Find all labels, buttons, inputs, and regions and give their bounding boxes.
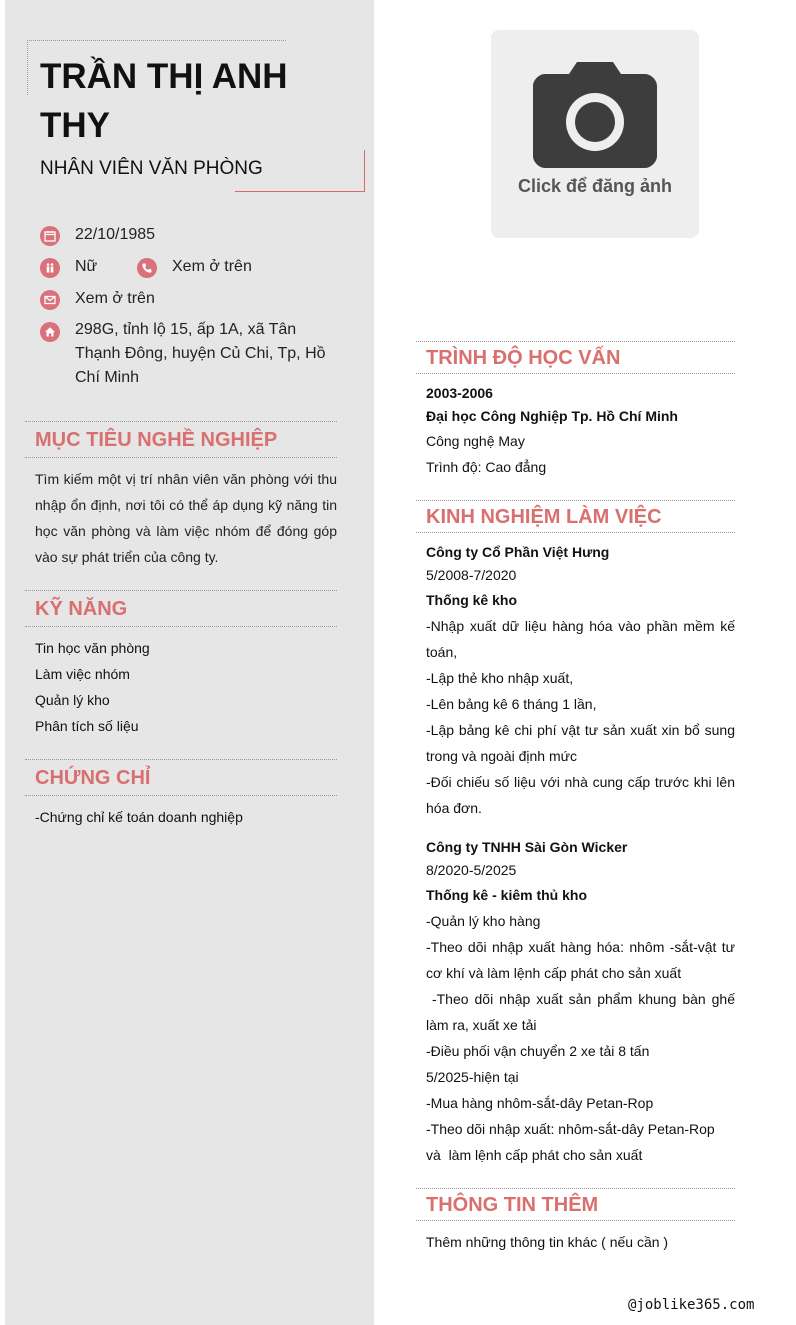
address-row xyxy=(40,322,340,390)
job-detail[interactable]: 5/2025-hiện tại xyxy=(426,1069,519,1085)
objective-title[interactable]: MỤC TIÊU NGHỀ NGHIỆP xyxy=(35,429,278,451)
experience-job-2 xyxy=(426,836,739,1168)
additional-title[interactable]: THÔNG TIN THÊM xyxy=(426,1194,599,1216)
job-company[interactable]: Công ty Cổ Phần Việt Hưng xyxy=(426,544,610,560)
skills-rule-top xyxy=(25,590,337,591)
camera-icon xyxy=(533,60,657,168)
email-value[interactable]: Xem ở trên xyxy=(75,290,155,307)
email-row xyxy=(40,290,155,310)
certificate-item[interactable]: -Chứng chỉ kế toán doanh nghiệp xyxy=(35,809,243,825)
footer-watermark: @joblike365.com xyxy=(628,1297,755,1313)
education-title[interactable]: TRÌNH ĐỘ HỌC VẤN xyxy=(426,347,621,369)
job-detail[interactable]: -Lên bảng kê 6 tháng 1 lần, xyxy=(426,696,597,712)
birthday-value[interactable]: 22/10/1985 xyxy=(75,226,156,243)
phone-value[interactable]: Xem ở trên xyxy=(172,258,252,275)
experience-rule-top xyxy=(416,500,735,501)
education-major[interactable]: Công nghệ May xyxy=(426,433,525,449)
certificates-rule-bottom xyxy=(25,795,337,796)
education-period[interactable]: 2003-2006 xyxy=(426,385,493,401)
certificates-title[interactable]: CHỨNG CHỈ xyxy=(35,767,151,789)
additional-text[interactable]: Thêm những thông tin khác ( nếu cần ) xyxy=(426,1234,669,1250)
additional-rule-bottom xyxy=(416,1220,735,1221)
birthday-row xyxy=(40,226,155,246)
job-detail[interactable]: -Điều phối vận chuyển 2 xe tải 8 tấn xyxy=(426,1043,650,1059)
experience-title[interactable]: KINH NGHIỆM LÀM VIỆC xyxy=(426,506,662,528)
education-school[interactable]: Đại học Công Nghiệp Tp. Hồ Chí Minh xyxy=(426,408,678,424)
additional-rule-top xyxy=(416,1188,735,1189)
email-icon xyxy=(40,290,60,310)
skill-item[interactable]: Quản lý kho xyxy=(35,692,110,708)
experience-job-1 xyxy=(426,541,735,821)
photo-upload[interactable] xyxy=(491,30,699,238)
phone-icon xyxy=(137,258,157,278)
education-rule-top xyxy=(416,341,735,342)
job-role[interactable]: Thống kê - kiêm thủ kho xyxy=(426,887,588,903)
job-detail[interactable]: và làm lệnh cấp phát cho sản xuất xyxy=(426,1147,643,1163)
title-side-line xyxy=(364,150,365,192)
job-detail[interactable]: -Quản lý kho hàng xyxy=(426,913,541,929)
job-title[interactable]: NHÂN VIÊN VĂN PHÒNG xyxy=(40,158,263,179)
skills-list xyxy=(35,635,337,739)
certificates-rule-top xyxy=(25,759,337,760)
gender-icon xyxy=(40,258,60,278)
job-role[interactable]: Thống kê kho xyxy=(426,592,517,608)
job-detail[interactable]: -Lập bảng kê chi phí vật tư sản xuất xin bổ sung trong và ngoài định mức xyxy=(426,722,735,764)
certificates-list xyxy=(35,804,337,830)
job-company[interactable]: Công ty TNHH Sài Gòn Wicker xyxy=(426,839,628,855)
experience-rule-bottom xyxy=(416,532,735,533)
calendar-icon xyxy=(40,226,60,246)
objective-text[interactable]: Tìm kiếm một vị trí nhân viên văn phòng với thu nhập ổn định, nơi tôi có thể áp dụng kỹ năng tin học văn phòng và làm việc nhóm để đóng góp vào sự phát triển của công ty. xyxy=(35,471,337,565)
job-detail[interactable]: -Mua hàng nhôm-sắt-dây Petan-Rop xyxy=(426,1095,654,1111)
job-detail[interactable]: -Nhập xuất dữ liệu hàng hóa vào phần mềm kế toán, xyxy=(426,618,735,660)
skill-item[interactable]: Làm việc nhóm xyxy=(35,666,130,682)
education-rule-bottom xyxy=(416,373,735,374)
address-value[interactable]: 298G, tỉnh lộ 15, ấp 1A, xã Tân Thạnh Đông, huyện Củ Chi, Tp, Hồ Chí Minh xyxy=(75,321,326,386)
job-period[interactable]: 5/2008-7/2020 xyxy=(426,567,517,583)
skill-item[interactable]: Tin học văn phòng xyxy=(35,640,150,656)
gender-value[interactable]: Nữ xyxy=(75,258,98,275)
candidate-name[interactable]: TRẦN THỊ ANH THY xyxy=(40,57,288,145)
job-detail[interactable]: -Theo dõi nhập xuất sản phẩm khung bàn ghế làm ra, xuất xe tải xyxy=(426,991,739,1033)
job-detail[interactable]: -Theo dõi nhập xuất hàng hóa: nhôm -sắt-vật tư cơ khí và làm lệnh cấp phát cho sản xuất xyxy=(426,939,735,981)
education-entry xyxy=(426,382,735,480)
job-detail[interactable]: -Theo dõi nhập xuất: nhôm-sắt-dây Petan-Rop xyxy=(426,1121,715,1137)
education-level[interactable]: Trình độ: Cao đẳng xyxy=(426,459,547,475)
skills-rule-bottom xyxy=(25,626,337,627)
skills-title[interactable]: KỸ NĂNG xyxy=(35,598,128,620)
title-underline xyxy=(235,191,365,192)
photo-upload-label: Click để đăng ảnh xyxy=(517,176,673,196)
objective-rule-bottom xyxy=(25,457,337,458)
job-detail[interactable]: -Đối chiếu số liệu với nhà cung cấp trước khi lên hóa đơn. xyxy=(426,774,735,816)
gender-row xyxy=(40,258,252,278)
objective-rule-top xyxy=(25,421,337,422)
additional-content xyxy=(426,1229,735,1255)
skill-item[interactable]: Phân tích số liệu xyxy=(35,718,139,734)
home-icon xyxy=(40,322,60,342)
job-detail[interactable]: -Lập thẻ kho nhập xuất, xyxy=(426,670,574,686)
job-period[interactable]: 8/2020-5/2025 xyxy=(426,862,517,878)
